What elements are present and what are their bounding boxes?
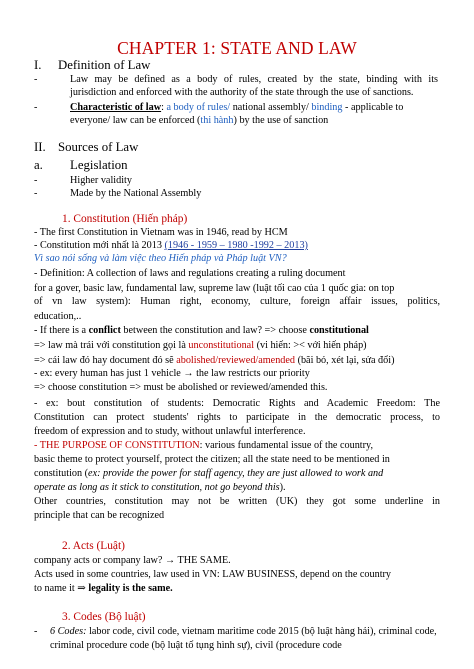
constitution-line: Constitution can protect students' rights to participate in the democratic process, to — [34, 412, 440, 423]
subsection-a-number: a. — [34, 158, 43, 172]
text-span: everyone/ law can be enforced ( — [70, 115, 201, 126]
text-span: between the constitution and law? => choose — [120, 325, 310, 336]
bullet-dash: - — [34, 175, 38, 186]
bullet-dash: - — [34, 188, 38, 199]
constitution-line: - The first Constitution in Vietnam was in 1946, read by HCM — [34, 227, 288, 238]
section-2-number: II. — [34, 140, 46, 154]
characteristic-line-2 — [70, 114, 328, 127]
text-span: - Constitution mới nhất là 2013 — [34, 240, 165, 251]
constitution-line: => choose constitution => must be abolished or reviewed/amended this. — [34, 382, 328, 393]
legislation-point-1: Higher validity — [70, 175, 132, 186]
constitution-example-line — [34, 467, 383, 480]
example-text: ex: provide the power for staff agency, they are just allowed to work and — [88, 468, 384, 479]
constitutional-word: constitutional — [309, 325, 369, 336]
acts-line — [34, 582, 173, 595]
section-2-heading: Sources of Law — [58, 140, 139, 154]
chapter-title: CHAPTER 1: STATE AND LAW — [117, 38, 357, 58]
section-1-number: I. — [34, 58, 42, 72]
constitution-line: - ex: every human has just 1 vehicle → the law restricts our priority — [34, 368, 310, 379]
conflict-word: conflict — [88, 325, 121, 336]
constitution-line: - ex: bout constitution of students: Democratic Rights and Academic Freedom: The — [34, 398, 440, 409]
constitution-line: basic theme to protect yourself, protect the citizen; all the state need to be mentioned in — [34, 454, 390, 465]
text-span: labor code, civil code, vietnam maritime code 2015 (bộ luật hàng hải), criminal code, — [86, 626, 437, 637]
text-span: : various fundamental issue of the country, — [199, 440, 373, 451]
constitution-heading: 1. Constitution (Hiến pháp) — [62, 213, 188, 225]
highlight-text: binding — [311, 102, 343, 113]
bullet-dash: - — [34, 102, 38, 113]
highlight-text: a body of rules/ — [166, 102, 231, 113]
text-span: - If there is a — [34, 325, 89, 336]
text-span: national assembly/ — [230, 102, 312, 113]
unconstitutional-word: unconstitutional — [188, 340, 255, 351]
constitution-line — [34, 239, 308, 252]
text-span: => law mà trái với constitution gọi là — [34, 340, 189, 351]
constitution-years: (1946 - 1959 – 1980 -1992 – 2013) — [164, 240, 308, 251]
text-span: ). — [279, 482, 286, 493]
text-span: (vi hiến: >< với hiến pháp) — [254, 340, 367, 351]
constitution-line: - Definition: A collection of laws and regulations creating a ruling document — [34, 268, 346, 279]
unconstitutional-line — [34, 339, 367, 352]
abolished-line — [34, 354, 394, 367]
purpose-line — [34, 439, 373, 452]
constitution-line: freedom of expression and to study, without unlawful interference. — [34, 426, 306, 437]
purpose-label: - THE PURPOSE OF CONSTITUTION — [34, 440, 200, 451]
conflict-line — [34, 324, 369, 337]
codes-label: 6 Codes: — [50, 626, 87, 637]
section-1-heading: Definition of Law — [58, 58, 151, 72]
codes-line: criminal procedure code (bộ luật tố tụng hình sự), civil (procedure code — [50, 640, 342, 651]
constitution-line: principle that can be recognized — [34, 510, 165, 521]
text-span: ) by the use of sanction — [233, 115, 329, 126]
text-span: => cái law đó hay document đó sẽ — [34, 355, 177, 366]
constitution-line: for a gover, basic law, fundamental law, supreme law (luật tối cao của 1 quốc gia: on top — [34, 283, 395, 294]
characteristic-label: Characteristic of law — [70, 102, 162, 113]
law-definition-line-1: Law may be defined as a body of rules, created by the state, binding with its — [70, 74, 438, 85]
law-definition-line-2: jurisdiction and enforced with the authority of the state through the use of sanctions. — [70, 87, 414, 98]
codes-heading: 3. Codes (Bộ luật) — [62, 611, 146, 623]
constitution-line: of vn law system): Human right, economy, culture, foreign affair issues, politics, — [34, 296, 440, 307]
characteristic-line-1 — [70, 101, 403, 114]
highlight-text: thi hành — [200, 115, 234, 126]
bullet-dash: - — [34, 74, 38, 85]
text-span: : — [161, 102, 167, 113]
text-span: to name it ⇒ — [34, 583, 89, 594]
constitution-line: Other countries, constitution may not be written (UK) they got some underline in — [34, 496, 440, 507]
bullet-dash: - — [34, 626, 38, 637]
acts-line: company acts or company law? → THE SAME. — [34, 555, 231, 566]
text-span: constitution ( — [34, 468, 89, 479]
constitution-question: Vì sao nói sống và làm việc theo Hiến pháp và Pháp luật VN? — [34, 253, 287, 264]
example-text: operate as long as it stick to constitution, not go beyond this — [34, 482, 280, 493]
acts-heading: 2. Acts (Luật) — [62, 540, 125, 552]
text-span: - applicable to — [342, 102, 404, 113]
codes-line — [50, 625, 437, 638]
legality-text: legality is the same. — [88, 583, 173, 594]
constitution-example-line — [34, 481, 286, 494]
legislation-point-2: Made by the National Assembly — [70, 188, 202, 199]
acts-line: Acts used in some countries, law used in VN: LAW BUSINESS, depend on the country — [34, 569, 392, 580]
subsection-a-heading: Legislation — [70, 158, 128, 172]
constitution-line: education,.. — [34, 311, 82, 322]
text-span: (bãi bỏ, xét lại, sửa đổi) — [295, 355, 395, 366]
abolished-word: abolished/reviewed/amended — [176, 355, 296, 366]
